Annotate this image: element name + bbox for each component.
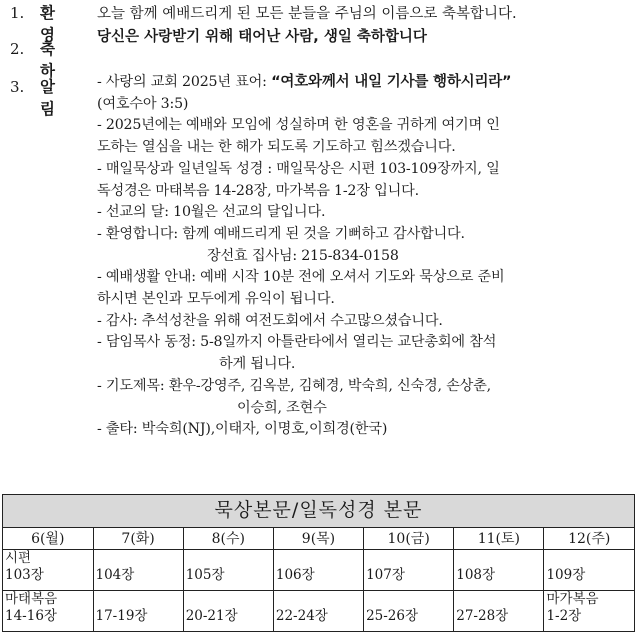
notice-line: - 환영합니다: 함께 예배드리게 된 것을 기뻐하고 감사합니다. [97, 225, 465, 242]
notice-line: - 출타: 박숙희(NJ),이태자, 이명호,이희경(한국) [97, 421, 388, 438]
bible-cell-book [276, 591, 361, 608]
psalm-cell [183, 550, 273, 591]
psalm-cell-book [456, 550, 541, 567]
psalm-cell-chapter: 107장 [366, 567, 405, 583]
bible-cell [183, 591, 273, 632]
bible-cell-book: 마가복음 [546, 591, 599, 607]
bible-cell-book [96, 591, 181, 608]
psalm-cell [454, 550, 544, 591]
notice-line: - 매일묵상과 일년일독 성경 : 매일묵상은 시편 103-109장까지, 일 [97, 160, 500, 177]
reading-schedule-table [2, 494, 635, 632]
notice-line [97, 72, 632, 94]
bible-cell-book [456, 591, 541, 608]
notices-list [97, 72, 632, 441]
day-header: 9(목) [273, 528, 363, 550]
notice-line: 장선효 집사님: 215-834-0158 [207, 247, 399, 264]
day-header: 7(화) [93, 528, 183, 550]
psalm-cell [364, 550, 454, 591]
welcome-heading: 환영 [40, 4, 55, 44]
notices-heading: 알림 [40, 78, 55, 118]
notice-line: - 감사: 추석성찬을 위해 여전도회에서 수고많으셨습니다. [97, 312, 443, 329]
psalm-cell-book [366, 550, 451, 567]
bible-cell-chapter: 27-28장 [456, 608, 509, 624]
notice-line: - 담임목사 동정: 5-8일까지 아틀란타에서 열리는 교단총회에 참석 [97, 334, 497, 351]
day-header: 11(토) [454, 528, 544, 550]
schedule-title: 묵상본문/일독성경 본문 [3, 495, 635, 528]
notice-line: - 예배생활 안내: 예배 시작 10분 전에 오셔서 기도와 묵상으로 준비 [97, 269, 505, 286]
psalm-cell-chapter: 103장 [5, 567, 44, 583]
bible-cell-chapter: 17-19장 [95, 608, 148, 624]
psalm-cell-chapter: 106장 [275, 567, 315, 583]
notice-line: - 선교의 달: 10월은 선교의 달입니다. [97, 204, 326, 221]
notices-number: 3. [10, 78, 25, 96]
bible-cell [364, 591, 454, 632]
day-header: 6(월) [3, 528, 94, 550]
psalm-cell [273, 550, 363, 591]
notice-line: 하게 됩니다. [219, 356, 296, 373]
psalm-cell-chapter: 108장 [456, 567, 496, 583]
bible-cell-chapter: 1-2장 [546, 608, 582, 624]
bible-cell-chapter: 22-24장 [275, 608, 328, 624]
bible-cell-book: 마태복음 [5, 591, 58, 607]
welcome-text: 오늘 함께 예배드리게 된 모든 분들을 주님의 이름으로 축복합니다. [97, 6, 517, 22]
bible-cell-chapter: 20-21장 [185, 608, 238, 624]
bible-cell-book [366, 591, 451, 608]
notice-line: 이승희, 조현수 [237, 399, 327, 416]
day-header: 8(수) [183, 528, 273, 550]
notice-line: 도하는 열심을 내는 한 해가 되도록 기도하고 힘쓰겠습니다. [97, 139, 456, 156]
bible-cell [273, 591, 363, 632]
psalm-cell-book [96, 550, 181, 567]
psalm-cell-book [546, 550, 632, 567]
welcome-number: 1. [10, 4, 25, 22]
psalm-cell [544, 550, 635, 591]
notice-line: - 2025년에는 예배와 모임에 성실하며 한 영혼을 귀하게 여기며 인 [97, 117, 500, 134]
day-header: 12(주) [544, 528, 635, 550]
motto-prefix: - 사랑의 교회 2025년 표어: [97, 74, 272, 90]
notice-line: - 기도제목: 환우-강영주, 김옥분, 김혜경, 박숙희, 신숙경, 손상춘, [97, 377, 491, 394]
bible-cell [93, 591, 183, 632]
psalm-cell-book: 시편 [5, 550, 32, 566]
psalm-cell-book [186, 550, 271, 567]
psalm-cell-chapter: 105장 [185, 567, 225, 583]
notice-line: 하시면 본인과 모두에게 유익이 됩니다. [97, 291, 335, 308]
psalm-cell-chapter: 104장 [95, 567, 135, 583]
psalm-cell [3, 550, 94, 591]
notice-line: (여호수아 3:5) [97, 95, 189, 112]
notice-line: 독성경은 마태복음 14-28장, 마가복음 1-2장 입니다. [97, 182, 419, 199]
bible-cell [454, 591, 544, 632]
bible-cell-book [186, 591, 271, 608]
psalm-cell-chapter: 109장 [546, 567, 586, 583]
bible-cell [3, 591, 94, 632]
celebrate-number: 2. [10, 40, 25, 58]
celebrate-text: 당신은 사랑받기 위해 태어난 사람, 생일 축하합니다 [97, 29, 427, 45]
bible-cell-chapter: 14-16장 [5, 608, 57, 624]
day-header: 10(금) [364, 528, 454, 550]
bible-cell-chapter: 25-26장 [366, 608, 419, 624]
motto-text: “여호와께서 내일 기사를 행하시리라” [271, 74, 512, 90]
bible-cell [544, 591, 635, 632]
psalm-cell-book [276, 550, 361, 567]
celebrate-heading: 축하 [40, 40, 55, 80]
psalm-cell [93, 550, 183, 591]
